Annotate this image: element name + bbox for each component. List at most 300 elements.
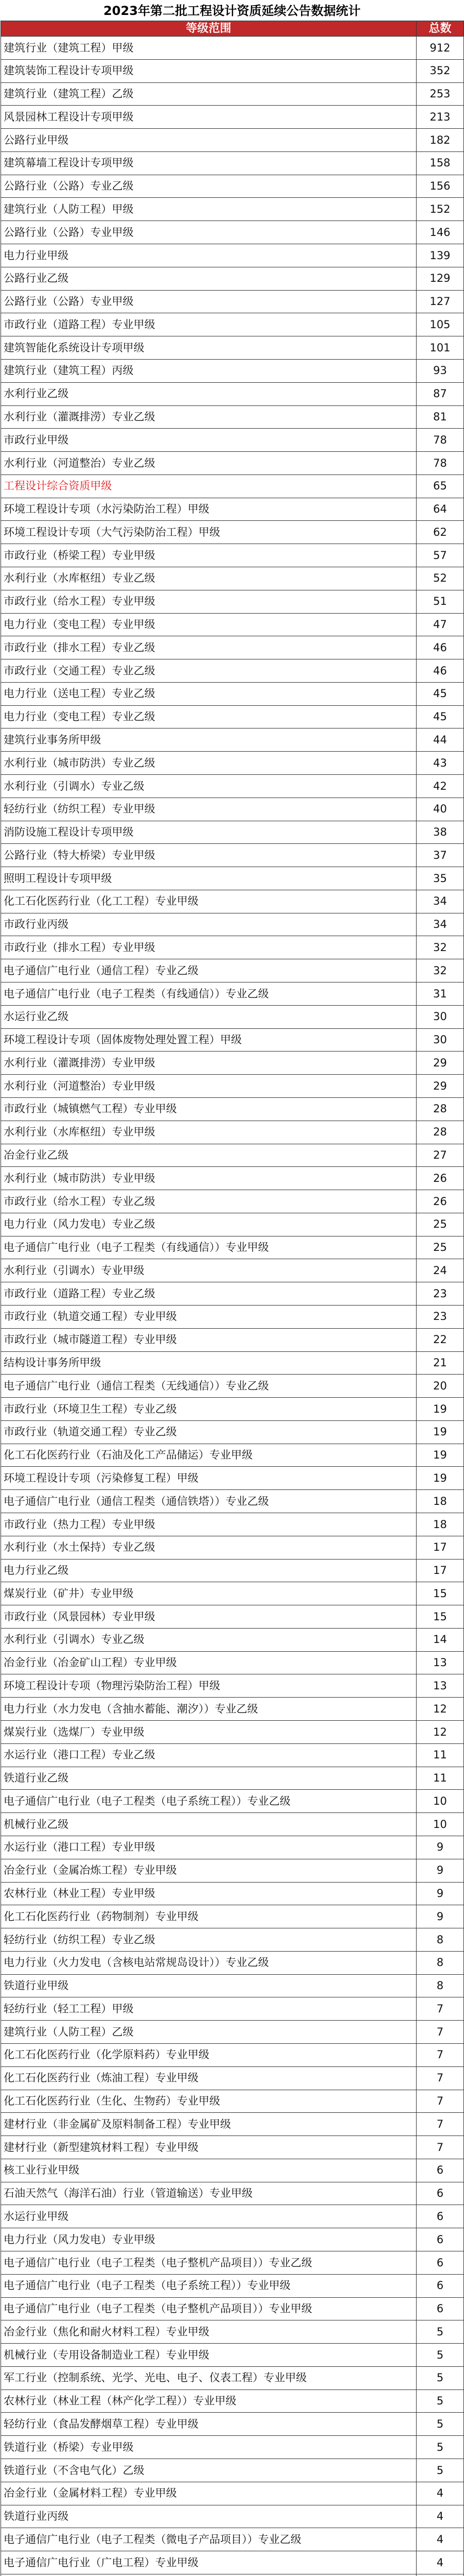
table-row xyxy=(1,1097,464,1121)
table-row xyxy=(1,1398,464,1421)
row-category: 公路行业（公路）专业乙级 xyxy=(1,175,417,198)
row-count: 45 xyxy=(417,682,464,705)
row-category: 水利行业（引调水）专业甲级 xyxy=(1,1259,417,1282)
row-count: 10 xyxy=(417,1790,464,1813)
row-category: 公路行业（公路）专业甲级 xyxy=(1,221,417,244)
row-category: 风景园林工程设计专项甲级 xyxy=(1,106,417,129)
row-category: 水利行业（水库枢纽）专业乙级 xyxy=(1,567,417,590)
row-category: 电子通信广电行业（电子工程类（有线通信））专业乙级 xyxy=(1,982,417,1006)
table-row xyxy=(1,2043,464,2066)
table-row xyxy=(1,775,464,798)
table-row xyxy=(1,1674,464,1698)
row-category: 化工石化医药行业（生化、生物药）专业甲级 xyxy=(1,2090,417,2113)
table-row xyxy=(1,2136,464,2159)
row-count: 57 xyxy=(417,544,464,567)
row-category: 核工业行业甲级 xyxy=(1,2159,417,2182)
row-count: 5 xyxy=(417,2366,464,2389)
table-row xyxy=(1,2528,464,2551)
table-row xyxy=(1,2551,464,2574)
row-category: 煤炭行业（选煤厂）专业甲级 xyxy=(1,1721,417,1744)
row-count: 11 xyxy=(417,1743,464,1767)
table-row xyxy=(1,405,464,429)
row-count: 78 xyxy=(417,452,464,475)
table-row xyxy=(1,567,464,590)
row-count: 4 xyxy=(417,2482,464,2505)
table-row xyxy=(1,2182,464,2205)
row-category: 电力行业（风力发电）专业乙级 xyxy=(1,1213,417,1236)
row-count: 158 xyxy=(417,151,464,175)
row-count: 78 xyxy=(417,429,464,452)
row-count: 32 xyxy=(417,959,464,982)
row-category: 建筑装饰工程设计专项甲级 xyxy=(1,59,417,82)
row-count: 5 xyxy=(417,2344,464,2367)
row-count: 46 xyxy=(417,636,464,659)
row-category: 环境工程设计专项（固体废物处理处置工程）甲级 xyxy=(1,1028,417,1052)
row-category: 冶金行业（金属材料工程）专业甲级 xyxy=(1,2482,417,2505)
row-category: 环境工程设计专项（水污染防治工程）甲级 xyxy=(1,498,417,521)
row-count: 28 xyxy=(417,1121,464,1144)
row-count: 29 xyxy=(417,1075,464,1098)
row-count: 5 xyxy=(417,2436,464,2459)
table-row xyxy=(1,313,464,336)
row-category: 铁道行业（不含电气化）乙级 xyxy=(1,2459,417,2482)
table-row xyxy=(1,129,464,152)
row-category: 市政行业（风景园林）专业甲级 xyxy=(1,1605,417,1629)
row-category: 电力行业（风力发电）专业甲级 xyxy=(1,2228,417,2251)
row-count: 52 xyxy=(417,567,464,590)
table-row xyxy=(1,1767,464,1790)
row-category: 市政行业（轨道交通工程）专业甲级 xyxy=(1,1305,417,1328)
table-row xyxy=(1,2228,464,2251)
row-count: 10 xyxy=(417,1813,464,1836)
row-count: 6 xyxy=(417,2182,464,2205)
row-category: 电子通信广电行业（电子工程类（有线通信））专业甲级 xyxy=(1,1236,417,1259)
table-row xyxy=(1,474,464,498)
row-count: 912 xyxy=(417,37,464,60)
row-category: 化工石化医药行业（化学原料药）专业甲级 xyxy=(1,2043,417,2066)
table-row xyxy=(1,1075,464,1098)
row-count: 6 xyxy=(417,2228,464,2251)
row-count: 146 xyxy=(417,221,464,244)
row-category: 水运行业（港口工程）专业甲级 xyxy=(1,1836,417,1859)
table-row xyxy=(1,1951,464,1974)
row-count: 8 xyxy=(417,1974,464,1997)
row-count: 43 xyxy=(417,752,464,775)
table-row xyxy=(1,1052,464,1075)
table-row xyxy=(1,175,464,198)
row-category: 水利行业（水库枢纽）专业甲级 xyxy=(1,1121,417,1144)
row-count: 17 xyxy=(417,1559,464,1582)
table-row xyxy=(1,867,464,890)
table-row xyxy=(1,1375,464,1398)
table-row xyxy=(1,2021,464,2044)
row-category: 铁道行业甲级 xyxy=(1,1974,417,1997)
row-count: 253 xyxy=(417,82,464,106)
row-count: 65 xyxy=(417,474,464,498)
row-category: 农林行业（林业工程）专业甲级 xyxy=(1,1882,417,1905)
row-category: 电力行业（变电工程）专业乙级 xyxy=(1,705,417,728)
row-category: 水运行业乙级 xyxy=(1,1005,417,1028)
row-count: 7 xyxy=(417,2136,464,2159)
table-row xyxy=(1,2297,464,2320)
row-category: 公路行业乙级 xyxy=(1,267,417,290)
row-category: 公路行业（特大桥梁）专业甲级 xyxy=(1,844,417,867)
row-count: 81 xyxy=(417,405,464,429)
table-row xyxy=(1,1490,464,1513)
row-category: 环境工程设计专项（大气污染防治工程）甲级 xyxy=(1,521,417,544)
row-category: 公路行业甲级 xyxy=(1,129,417,152)
row-category: 市政行业（热力工程）专业甲级 xyxy=(1,1513,417,1536)
row-count: 6 xyxy=(417,2205,464,2228)
table-row xyxy=(1,1444,464,1467)
table-row xyxy=(1,1582,464,1605)
row-category: 消防设施工程设计专项甲级 xyxy=(1,821,417,844)
statistics-table xyxy=(1,21,464,2576)
row-count: 93 xyxy=(417,359,464,382)
table-row xyxy=(1,1536,464,1559)
header-count: 总数 xyxy=(417,21,464,37)
row-category: 电力行业甲级 xyxy=(1,244,417,267)
table-row xyxy=(1,1144,464,1167)
table-row xyxy=(1,2574,464,2576)
row-category: 化工石化医药行业（石油及化工产品储运）专业甲级 xyxy=(1,1444,417,1467)
row-category: 电力行业（水力发电（含抽水蓄能、潮汐））专业乙级 xyxy=(1,1698,417,1721)
table-row xyxy=(1,429,464,452)
table-header-row xyxy=(1,21,464,37)
table-row xyxy=(1,1605,464,1629)
table-row xyxy=(1,521,464,544)
table-row xyxy=(1,1859,464,1882)
row-category: 机械行业乙级 xyxy=(1,1813,417,1836)
row-count: 31 xyxy=(417,982,464,1006)
row-category: 水利行业（河道整治）专业甲级 xyxy=(1,1075,417,1098)
row-count: 101 xyxy=(417,336,464,360)
table-row xyxy=(1,2366,464,2389)
row-category: 市政行业（桥梁工程）专业甲级 xyxy=(1,544,417,567)
row-count: 4 xyxy=(417,2505,464,2528)
header-category: 等级范围 xyxy=(1,21,417,37)
row-count: 11 xyxy=(417,1767,464,1790)
table-row xyxy=(1,682,464,705)
row-count: 7 xyxy=(417,2090,464,2113)
row-category: 市政行业（排水工程）专业甲级 xyxy=(1,936,417,959)
table-row xyxy=(1,2066,464,2090)
row-count: 7 xyxy=(417,2021,464,2044)
table-row xyxy=(1,221,464,244)
row-category: 环境工程设计专项（污染修复工程）甲级 xyxy=(1,1467,417,1490)
row-category: 市政行业（交通工程）专业乙级 xyxy=(1,659,417,683)
table-row xyxy=(1,2413,464,2436)
table-row xyxy=(1,1882,464,1905)
row-count: 24 xyxy=(417,1259,464,1282)
row-count: 38 xyxy=(417,821,464,844)
row-category: 市政行业（排水工程）专业乙级 xyxy=(1,636,417,659)
table-row xyxy=(1,1213,464,1236)
row-count: 5 xyxy=(417,2413,464,2436)
table-row xyxy=(1,2159,464,2182)
report-title: 2023年第二批工程设计资质延续公告数据统计 xyxy=(103,4,361,18)
table-row xyxy=(1,728,464,752)
table-row xyxy=(1,2274,464,2297)
table-row xyxy=(1,959,464,982)
row-count: 19 xyxy=(417,1420,464,1444)
table-row xyxy=(1,982,464,1006)
table-row xyxy=(1,2251,464,2275)
table-row xyxy=(1,705,464,728)
table-row xyxy=(1,1721,464,1744)
row-category: 冶金行业乙级 xyxy=(1,1144,417,1167)
row-count: 26 xyxy=(417,1167,464,1190)
table-row xyxy=(1,1698,464,1721)
table-row xyxy=(1,821,464,844)
row-category: 工程设计综合资质甲级 xyxy=(1,474,417,498)
table-row xyxy=(1,2090,464,2113)
table-row xyxy=(1,1559,464,1582)
table-row xyxy=(1,2436,464,2459)
row-category: 水利行业（城市防洪）专业甲级 xyxy=(1,1167,417,1190)
row-category: 水利行业（城市防洪）专业乙级 xyxy=(1,752,417,775)
row-category: 建筑行业（建筑工程）乙级 xyxy=(1,82,417,106)
row-count: 6 xyxy=(417,2274,464,2297)
row-category: 电子通信广电行业（电子工程类（电子系统工程））专业乙级 xyxy=(1,1790,417,1813)
row-count: 29 xyxy=(417,1052,464,1075)
row-count: 152 xyxy=(417,198,464,221)
row-count: 9 xyxy=(417,1859,464,1882)
table-row xyxy=(1,198,464,221)
row-count: 352 xyxy=(417,59,464,82)
row-category: 机械行业（专用设备制造业工程）专业甲级 xyxy=(1,2344,417,2367)
table-row xyxy=(1,936,464,959)
row-count: 47 xyxy=(417,613,464,636)
row-count: 139 xyxy=(417,244,464,267)
table-row xyxy=(1,2389,464,2413)
row-category: 煤炭行业（矿井）专业甲级 xyxy=(1,1582,417,1605)
row-category: 电子通信广电行业（通信工程类（通信铁塔））专业乙级 xyxy=(1,1490,417,1513)
table-row xyxy=(1,1420,464,1444)
row-count: 105 xyxy=(417,313,464,336)
row-count: 6 xyxy=(417,2297,464,2320)
row-count: 32 xyxy=(417,936,464,959)
table-row xyxy=(1,1328,464,1351)
row-category: 水运行业甲级 xyxy=(1,2205,417,2228)
row-category: 环境工程设计专项（物理污染防治工程）甲级 xyxy=(1,1674,417,1698)
row-count: 9 xyxy=(417,1882,464,1905)
row-count: 13 xyxy=(417,1674,464,1698)
row-count: 18 xyxy=(417,1490,464,1513)
table-row xyxy=(1,1651,464,1674)
table-row xyxy=(1,59,464,82)
row-count: 22 xyxy=(417,1328,464,1351)
row-count: 30 xyxy=(417,1005,464,1028)
row-category: 冶金行业（焦化和耐火材料工程）专业甲级 xyxy=(1,2320,417,2344)
row-count: 7 xyxy=(417,2066,464,2090)
table-row xyxy=(1,844,464,867)
row-category: 水利行业（河道整治）专业乙级 xyxy=(1,452,417,475)
row-category: 电子通信广电行业（电子工程类（电子整机产品项目））专业甲级 xyxy=(1,2297,417,2320)
table-row xyxy=(1,244,464,267)
row-category: 水利行业（水土保持）专业乙级 xyxy=(1,1536,417,1559)
row-category: 市政行业丙级 xyxy=(1,913,417,936)
table-row xyxy=(1,2344,464,2367)
row-count: 14 xyxy=(417,1628,464,1651)
row-count: 15 xyxy=(417,1605,464,1629)
row-category: 建筑行业（建筑工程）甲级 xyxy=(1,37,417,60)
row-category: 电子通信广电行业（电子工程类（电子整机产品项目））专业乙级 xyxy=(1,2251,417,2275)
row-category: 水利行业（灌溉排涝）专业甲级 xyxy=(1,1052,417,1075)
row-count: 5 xyxy=(417,2459,464,2482)
row-category: 建材行业（新型建筑材料工程）专业甲级 xyxy=(1,2136,417,2159)
table-row xyxy=(1,1836,464,1859)
row-count: 23 xyxy=(417,1305,464,1328)
table-row xyxy=(1,1282,464,1306)
row-category: 电力行业（变电工程）专业甲级 xyxy=(1,613,417,636)
row-count: 7 xyxy=(417,1997,464,2021)
row-category: 建筑智能化系统设计专项甲级 xyxy=(1,336,417,360)
row-category: 市政行业甲级 xyxy=(1,429,417,452)
table-row xyxy=(1,1513,464,1536)
table-row xyxy=(1,151,464,175)
row-count: 25 xyxy=(417,1236,464,1259)
row-count: 40 xyxy=(417,798,464,821)
table-row xyxy=(1,2320,464,2344)
table-row xyxy=(1,613,464,636)
row-count: 5 xyxy=(417,2320,464,2344)
row-count: 25 xyxy=(417,1213,464,1236)
row-count: 213 xyxy=(417,106,464,129)
row-category: 结构设计事务所甲级 xyxy=(1,1351,417,1375)
table-row xyxy=(1,2113,464,2136)
row-category: 电子通信广电行业（电子工程类（微电子产品项目））专业乙级 xyxy=(1,2528,417,2551)
row-count: 9 xyxy=(417,1836,464,1859)
table-row xyxy=(1,2482,464,2505)
row-category: 冶金行业（金属冶炼工程）专业甲级 xyxy=(1,1859,417,1882)
row-count: 4 xyxy=(417,2528,464,2551)
row-category: 电子通信广电行业（广电工程）专业甲级 xyxy=(1,2551,417,2574)
table-row xyxy=(1,1974,464,1997)
row-count: 182 xyxy=(417,129,464,152)
row-count: 44 xyxy=(417,728,464,752)
row-count: 9 xyxy=(417,1905,464,1928)
row-count: 26 xyxy=(417,1190,464,1213)
row-count: 19 xyxy=(417,1467,464,1490)
table-row xyxy=(1,1928,464,1952)
row-category: 水利行业（引调水）专业乙级 xyxy=(1,775,417,798)
row-category: 冶金行业（冶金矿山工程）专业甲级 xyxy=(1,1651,417,1674)
table-row xyxy=(1,1813,464,1836)
table-row xyxy=(1,1121,464,1144)
row-count: 6 xyxy=(417,2251,464,2275)
table-row xyxy=(1,1743,464,1767)
table-row xyxy=(1,636,464,659)
table-row xyxy=(1,37,464,60)
table-row xyxy=(1,544,464,567)
row-count xyxy=(417,2574,464,2576)
row-count: 127 xyxy=(417,290,464,313)
row-count: 20 xyxy=(417,1375,464,1398)
table-row xyxy=(1,336,464,360)
table-row xyxy=(1,1790,464,1813)
table-row xyxy=(1,659,464,683)
table-row xyxy=(1,359,464,382)
row-category: 电力行业（火力发电（含核电站常规岛设计））专业乙级 xyxy=(1,1951,417,1974)
row-count: 12 xyxy=(417,1721,464,1744)
row-count: 8 xyxy=(417,1951,464,1974)
row-count: 17 xyxy=(417,1536,464,1559)
table-row xyxy=(1,2205,464,2228)
row-category: 化工石化医药行业（炼油工程）专业甲级 xyxy=(1,2066,417,2090)
table-row xyxy=(1,1628,464,1651)
row-count: 19 xyxy=(417,1444,464,1467)
table-row xyxy=(1,1997,464,2021)
row-category: 建筑行业（建筑工程）丙级 xyxy=(1,359,417,382)
row-category: 市政行业（道路工程）专业甲级 xyxy=(1,313,417,336)
row-category: 轻纺行业（纺织工程）专业甲级 xyxy=(1,798,417,821)
row-category: 电子通信广电行业（通信工程类（无线通信））专业乙级 xyxy=(1,1375,417,1398)
table-row xyxy=(1,498,464,521)
row-category: 建材行业（非金属矿及原料制备工程）专业甲级 xyxy=(1,2113,417,2136)
row-category: 建筑行业（人防工程）甲级 xyxy=(1,198,417,221)
row-count: 18 xyxy=(417,1513,464,1536)
table-row xyxy=(1,1167,464,1190)
table-row xyxy=(1,798,464,821)
table-row xyxy=(1,1351,464,1375)
row-count: 15 xyxy=(417,1582,464,1605)
row-category: 铁道行业乙级 xyxy=(1,1767,417,1790)
row-category: 轻纺行业（食品发酵烟草工程）专业甲级 xyxy=(1,2413,417,2436)
table-row xyxy=(1,1905,464,1928)
row-count: 27 xyxy=(417,1144,464,1167)
table-row xyxy=(1,1467,464,1490)
row-category: 市政行业（城镇燃气工程）专业甲级 xyxy=(1,1097,417,1121)
row-count: 4 xyxy=(417,2551,464,2574)
row-count: 129 xyxy=(417,267,464,290)
table-row xyxy=(1,1005,464,1028)
table-row xyxy=(1,1305,464,1328)
row-count: 37 xyxy=(417,844,464,867)
row-category: 电子通信广电行业（电子工程类（电子系统工程））专业甲级 xyxy=(1,2274,417,2297)
row-category: 公路行业（公路）专业甲级 xyxy=(1,290,417,313)
row-category: 市政行业（城市隧道工程）专业甲级 xyxy=(1,1328,417,1351)
row-count: 64 xyxy=(417,498,464,521)
table-row xyxy=(1,106,464,129)
row-category: 市政行业（环境卫生工程）专业乙级 xyxy=(1,1398,417,1421)
row-category: 市政行业（轨道交通工程）专业乙级 xyxy=(1,1420,417,1444)
row-count: 35 xyxy=(417,867,464,890)
row-count: 45 xyxy=(417,705,464,728)
row-category: 照明工程设计专项甲级 xyxy=(1,867,417,890)
table-row xyxy=(1,1028,464,1052)
table-row xyxy=(1,452,464,475)
row-category: 军工行业（控制系统、光学、光电、电子、仪表工程）专业甲级 xyxy=(1,2366,417,2389)
row-count: 62 xyxy=(417,521,464,544)
row-count: 34 xyxy=(417,890,464,913)
table-body xyxy=(1,37,464,2576)
row-count: 46 xyxy=(417,659,464,683)
table-row xyxy=(1,752,464,775)
row-category: 市政行业（给水工程）专业乙级 xyxy=(1,1190,417,1213)
table-row xyxy=(1,913,464,936)
row-category: 水运行业（港口工程）专业乙级 xyxy=(1,1743,417,1767)
row-category: 市政行业（给水工程）专业甲级 xyxy=(1,590,417,613)
row-category: 市政行业（道路工程）专业乙级 xyxy=(1,1282,417,1306)
table-row xyxy=(1,590,464,613)
table-row xyxy=(1,267,464,290)
row-category: 石油天然气（海洋石油）行业（管道输送）专业甲级 xyxy=(1,2182,417,2205)
row-count: 6 xyxy=(417,2159,464,2182)
table-row xyxy=(1,1236,464,1259)
table-row xyxy=(1,2459,464,2482)
row-count: 51 xyxy=(417,590,464,613)
